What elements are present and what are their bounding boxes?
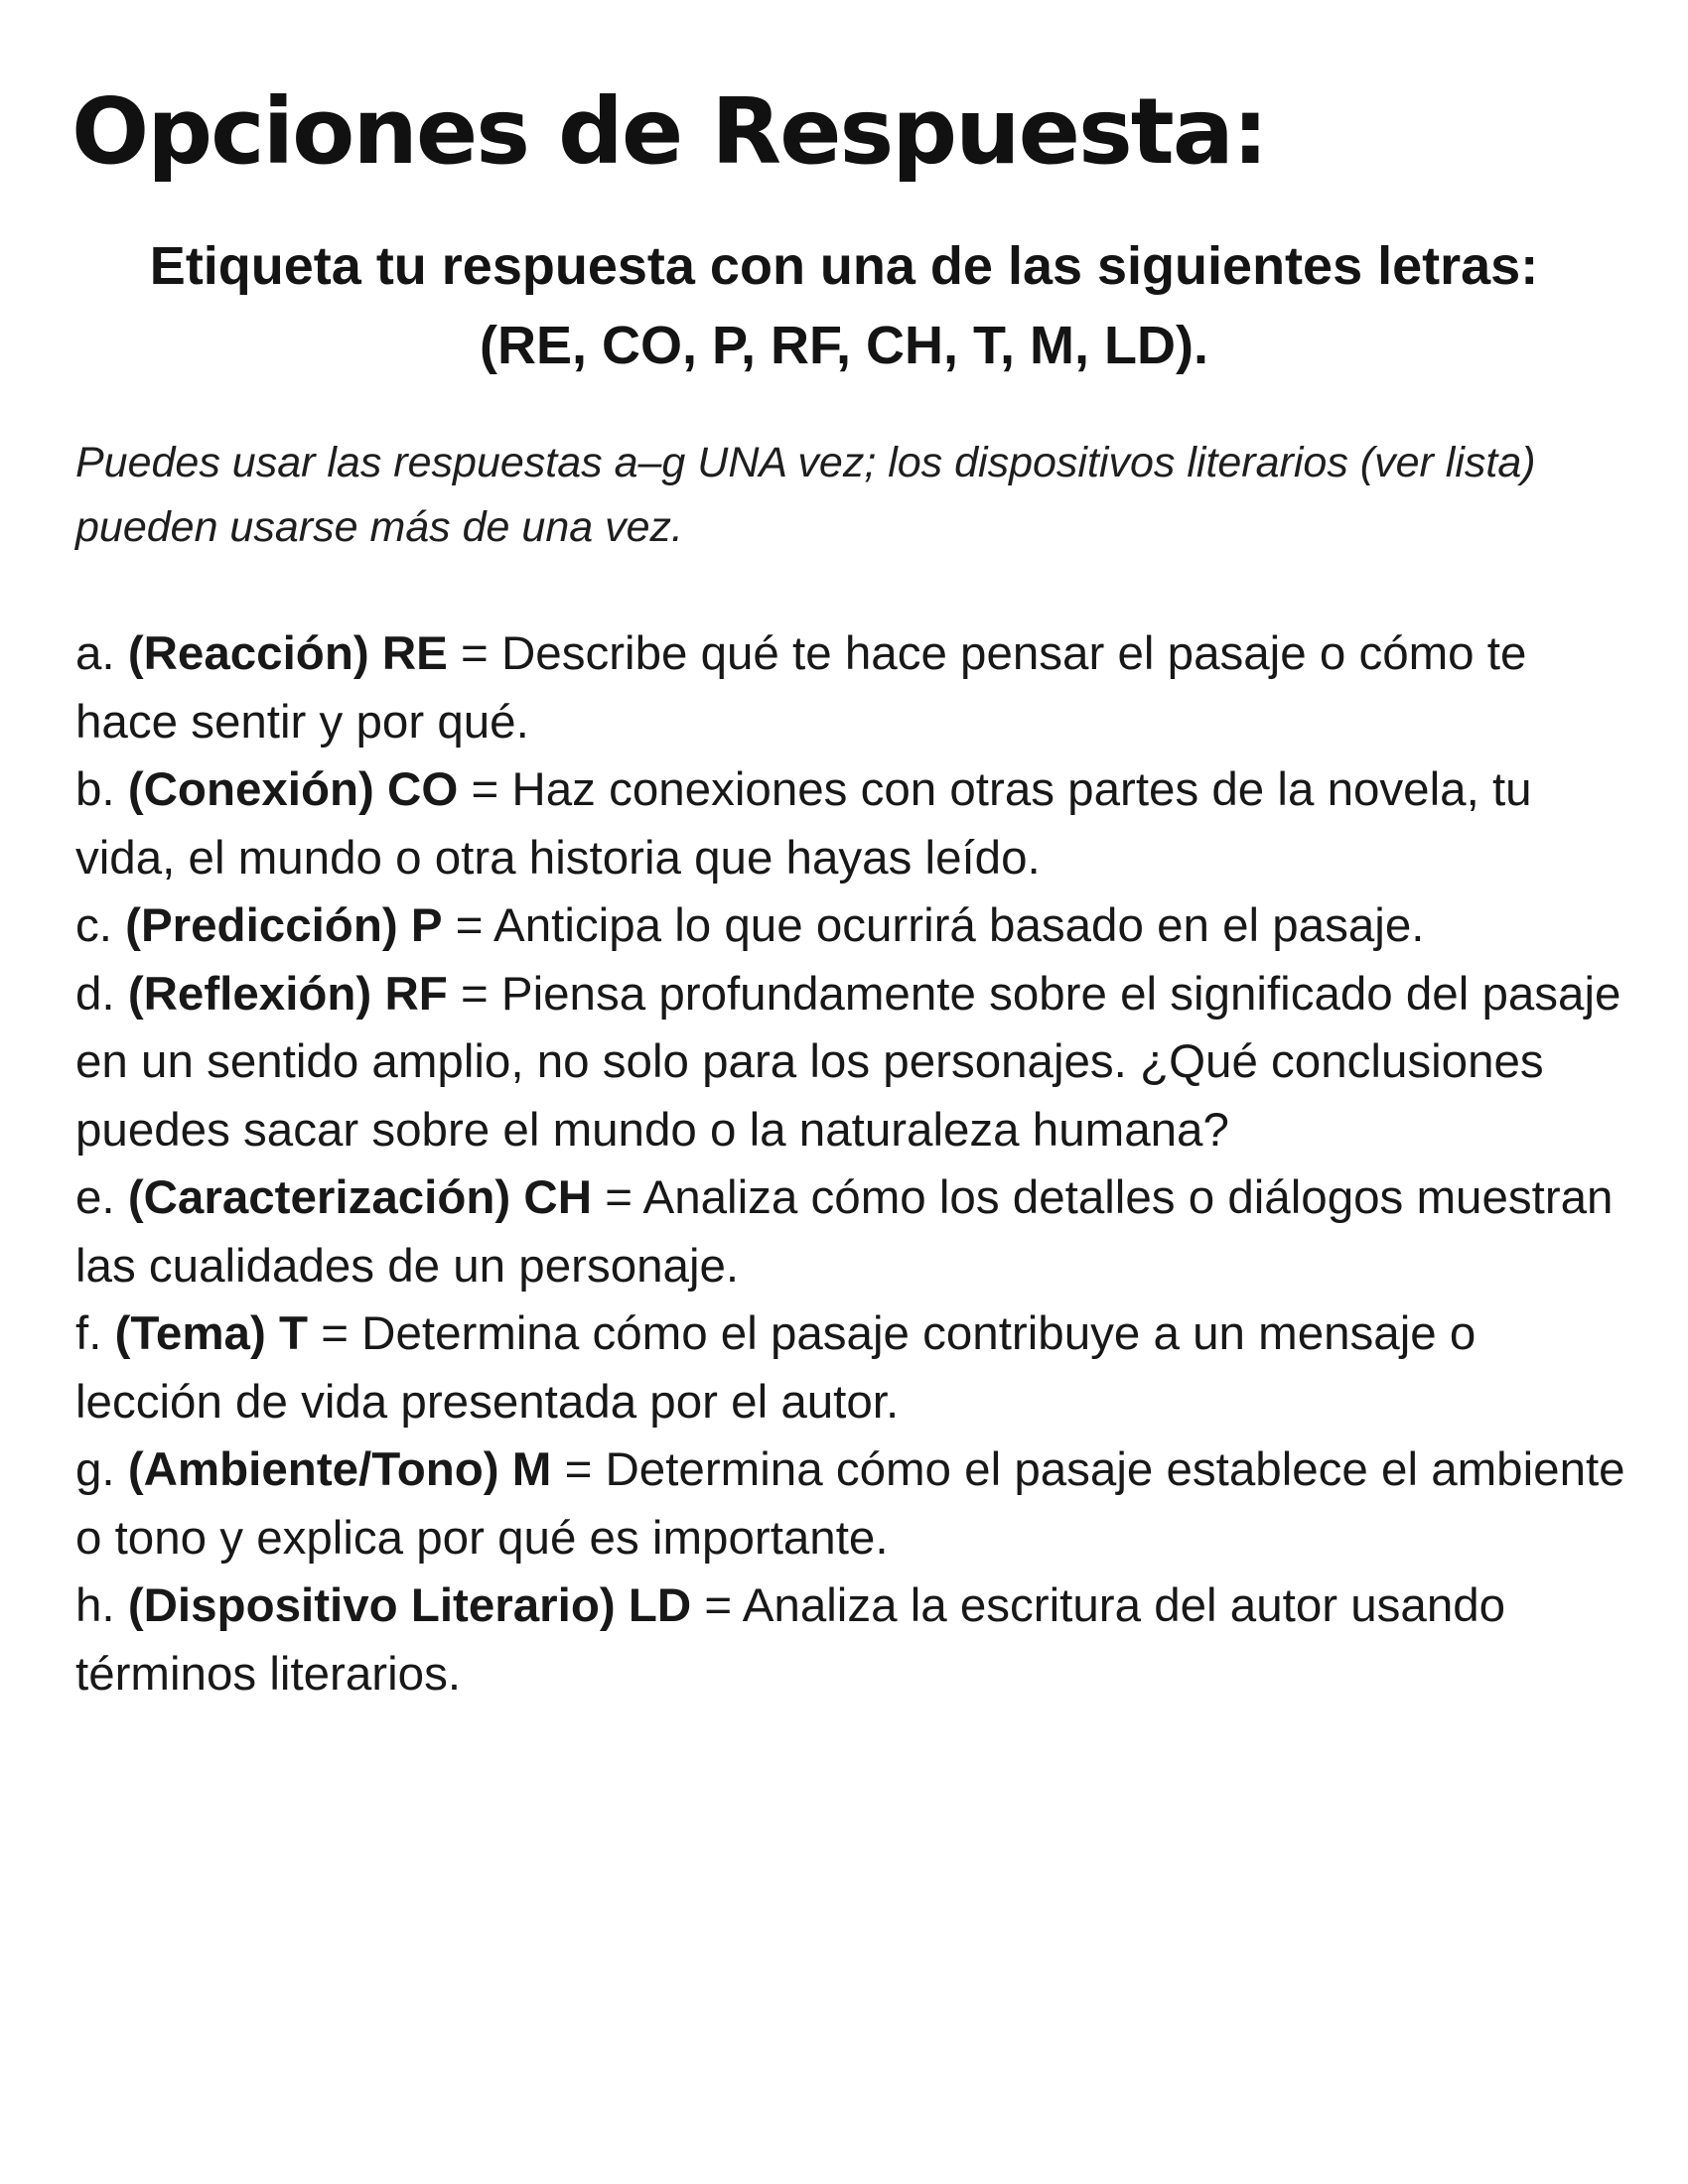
option-label: (Dispositivo Literario) LD (127, 1579, 692, 1632)
option-item-dispositivo-literario (75, 1572, 1634, 1708)
option-item-reaccion (75, 620, 1634, 756)
option-description: = Determina cómo el pasaje establece el ambiente o tono y explica por qué es importante. (75, 1443, 1625, 1565)
option-item-caracterizacion (75, 1164, 1634, 1300)
option-description: = Anticipa lo que ocurrirá basado en el pasaje. (442, 899, 1425, 952)
option-label: (Caracterización) CH (127, 1171, 593, 1224)
option-item-conexion (75, 756, 1634, 892)
response-options-list (75, 620, 1634, 1708)
option-item-tema (75, 1300, 1634, 1436)
option-letter: b. (75, 763, 128, 816)
option-description: = Piensa profundamente sobre el significado del pasaje en un sentido amplio, no solo para los personajes. ¿Qué conclusiones puedes sacar sobre el mundo o la naturaleza humana? (75, 967, 1621, 1157)
option-item-ambiente-tono (75, 1436, 1634, 1572)
option-letter: h. (75, 1579, 128, 1632)
option-label: (Ambiente/Tono) M (127, 1443, 552, 1496)
option-label: (Reflexión) RF (127, 967, 448, 1021)
option-letter: e. (75, 1171, 128, 1224)
option-item-reflexion (75, 961, 1634, 1165)
option-description: = Determina cómo el pasaje contribuye a un mensaje o lección de vida presentada por el autor. (75, 1307, 1477, 1429)
option-label: (Reacción) RE (127, 627, 448, 680)
instructions-heading (60, 226, 1628, 385)
option-letter: f. (75, 1307, 115, 1360)
option-letter: a. (75, 627, 128, 680)
option-description: = Describe qué te hace pensar el pasaje o cómo te hace sentir y por qué. (75, 627, 1527, 749)
instructions-line-2: (RE, CO, P, RF, CH, T, M, LD). (479, 316, 1209, 375)
page-title: Opciones de Respuesta: (71, 78, 1267, 185)
option-letter: c. (75, 899, 126, 952)
option-item-prediccion (75, 892, 1634, 961)
option-description: = Analiza cómo los detalles o diálogos muestran las cualidades de un personaje. (75, 1171, 1614, 1293)
option-letter: d. (75, 967, 128, 1021)
option-letter: g. (75, 1443, 128, 1496)
instructions-line-1: Etiqueta tu respuesta con una de las siguientes letras: (149, 236, 1539, 296)
option-label: (Conexión) CO (127, 763, 459, 816)
option-description: = Haz conexiones con otras partes de la novela, tu vida, el mundo o otra historia que hayas leído. (75, 763, 1532, 885)
option-description: = Analiza la escritura del autor usando términos literarios. (75, 1579, 1506, 1701)
option-label: (Predicción) P (125, 899, 443, 952)
option-label: (Tema) T (114, 1307, 309, 1360)
usage-note: Puedes usar las respuestas a–g UNA vez; los dispositivos literarios (ver lista) pueden usarse más de una vez. (75, 439, 1536, 551)
